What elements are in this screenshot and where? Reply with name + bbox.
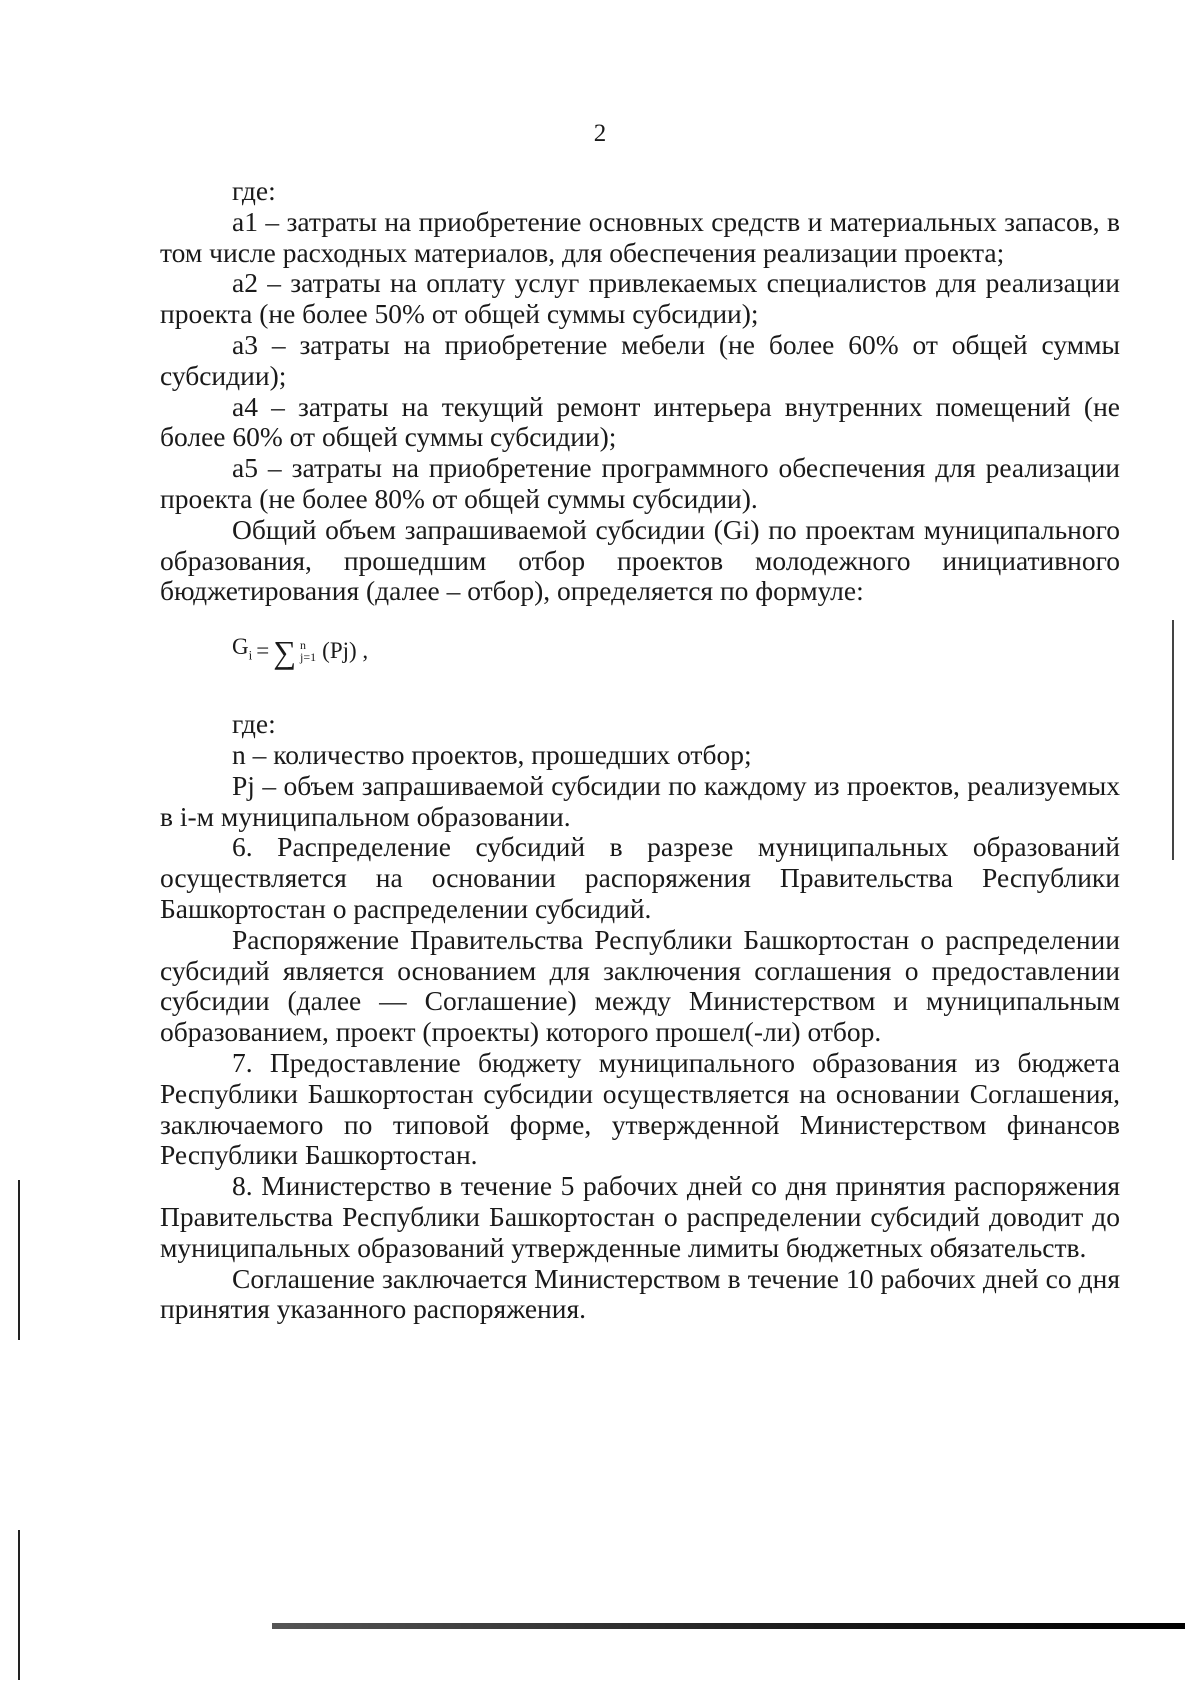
paragraph-n-definition: n – количество проектов, прошедших отбор;	[232, 738, 752, 770]
formula	[232, 633, 1120, 669]
paragraph-a1: а1 – затраты на приобретение основных средств и материальных запасов, в том числе расходных материалов, для обеспечения реализации проекта;	[160, 205, 1120, 268]
paragraph-item-6: 6. Распределение субсидий в разрезе муниципальных образований осуществляется на основании распоряжения Правительства Республики Башкортостан о распределении субсидий.	[160, 831, 1120, 924]
scan-edge-line-left-bottom	[18, 1530, 20, 1680]
scan-bottom-bar	[272, 1623, 1185, 1629]
paragraph-a3: а3 – затраты на приобретение мебели (не более 60% от общей суммы субсидии);	[160, 328, 1120, 391]
scan-edge-line-left	[18, 1180, 20, 1340]
paragraph-a5: а5 – затраты на приобретение программного обеспечения для реализации проекта (не более 80% от общей суммы субсидии).	[160, 452, 1120, 514]
sum-symbol: ∑	[273, 634, 297, 671]
where-label-2: где:	[232, 708, 276, 740]
formula-rhs: (Pj) ,	[322, 638, 369, 664]
paragraph-total-volume: Общий объем запрашиваемой субсидии (Gi) по проектам муниципального образования, прошедшим отбор проектов молодежного инициативного бюджетирования (далее – отбор), определяется по формуле:	[160, 513, 1120, 607]
where-label: где:	[232, 175, 276, 206]
formula-lhs-subscript: i	[248, 647, 253, 663]
page-number: 2	[593, 120, 607, 147]
paragraph-pj-definition: Pj – объем запрашиваемой субсидии по каждому из проектов, реализуемых в i-м муниципальном образовании.	[160, 769, 1120, 832]
paragraph-item-7: 7. Предоставление бюджету муниципального образования из бюджета Республики Башкортостан субсидии осуществляется на основании Соглашения, заключаемого по типовой форме, утвержденной Министерством финансов Республики Башкортостан.	[160, 1046, 1120, 1171]
formula-lhs: $G_i$	[232, 633, 253, 663]
sum-upper-limit: n	[300, 638, 307, 653]
paragraph-agreement: Соглашение заключается Министерством в течение 10 рабочих дней со дня принятия указанного распоряжения.	[160, 1262, 1120, 1325]
paragraph-item-8: 8. Министерство в течение 5 рабочих дней со дня принятия распоряжения Правительства Республики Башкортостан о распределении субсидий доводит до муниципальных образований утвержденные лимиты бюджетных обязательств.	[160, 1170, 1120, 1263]
paragraph-a2: а2 – затраты на оплату услуг привлекаемых специалистов для реализации проекта (не более 50% от общей суммы субсидии);	[160, 267, 1120, 330]
sum-limits	[300, 639, 316, 663]
paragraph-a4: а4 – затраты на текущий ремонт интерьера внутренних помещений (не более 60% от общей суммы субсидии);	[160, 390, 1120, 453]
scan-edge-line-right	[1172, 620, 1174, 860]
sum-lower-limit: j=1	[300, 650, 317, 665]
formula-equals: =	[256, 638, 270, 664]
document-body	[160, 176, 1120, 1325]
paragraph-order: Распоряжение Правительства Республики Башкортостан о распределении субсидий является основанием для заключения соглашения о предоставлении субсидии (далее — Соглашение) между Министерством и муниципальным образованием, проект (проекты) которого прошел(-ли) отбор.	[160, 923, 1120, 1048]
